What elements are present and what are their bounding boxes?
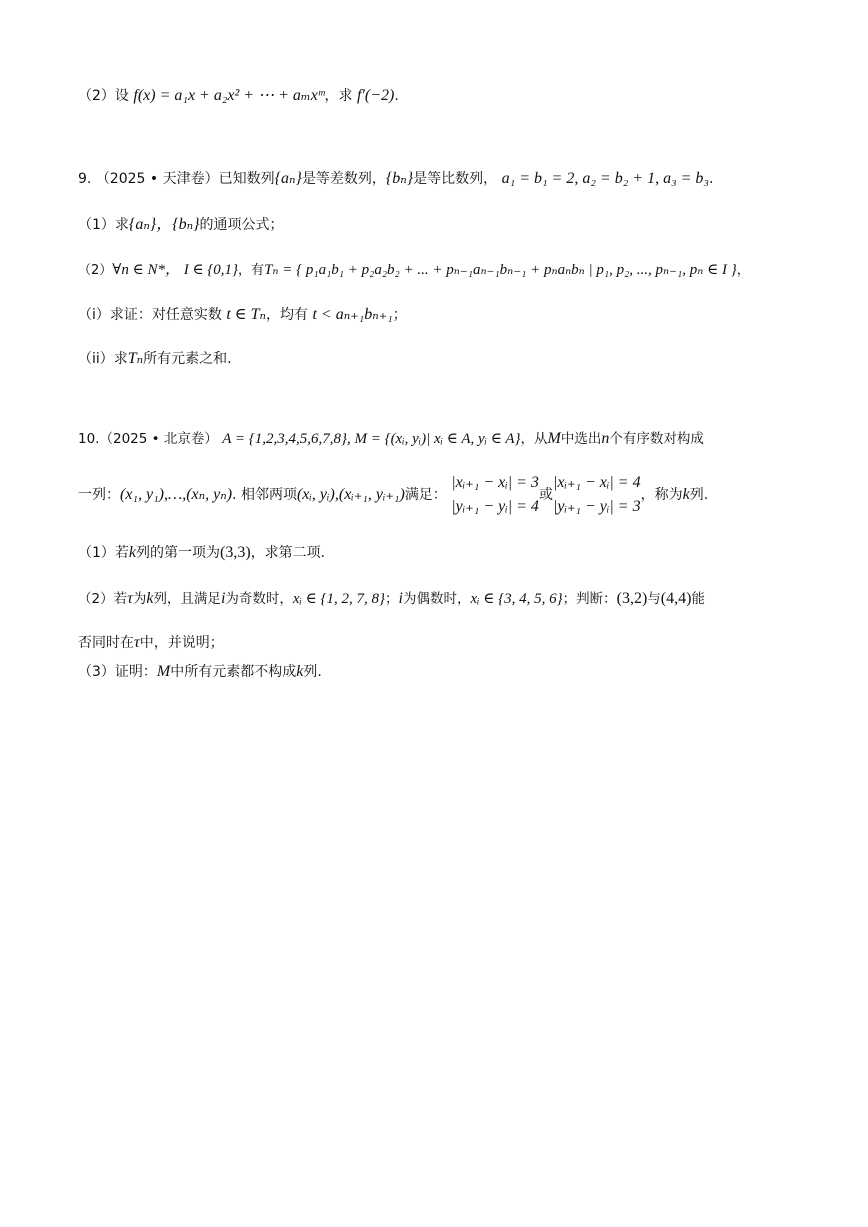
q10-cond1-top: |xᵢ₊₁ − xᵢ| = 3: [451, 474, 539, 491]
q10-part2-j: 能: [691, 591, 705, 607]
q10-cond2-top: |xᵢ₊₁ − xᵢ| = 4: [552, 474, 641, 491]
q10-part2-a: （2）若: [78, 591, 128, 607]
q9-part2-set: Tₙ = { p₁a₁b₁ + p₂a₂b₂ + ... + pₙ₋₁aₙ₋₁bₙ₋₁ + pₙaₙbₙ | p₁, p₂, ..., pₙ₋₁, pₙ ∈ I }: [264, 262, 737, 278]
q10-part1-b: 列的第一项为: [136, 545, 221, 561]
q10-or: 或: [538, 487, 553, 503]
q10-adj: (xᵢ, yᵢ),(xᵢ₊₁, yᵢ₊₁): [296, 486, 405, 503]
q9-part2i-cond: t ∈ Tₙ: [226, 306, 267, 323]
q10-cond2-bottom: |yᵢ₊₁ − yᵢ| = 3: [552, 498, 641, 515]
q9-stem-c: 是等比数列，: [413, 171, 498, 187]
q9-part2ii-label: （ii）求: [78, 351, 128, 367]
q8-part2-function: f(x) = a₁x + a₂x² + ⋯ + aₘxᵐ: [133, 87, 325, 104]
q10-M: M: [547, 430, 561, 447]
q9-part1-seqs: {aₙ}，{bₙ}: [128, 216, 200, 233]
q10-part2-f: 为偶数时，: [402, 591, 471, 607]
q10-part2-i1: i: [220, 590, 226, 607]
q10-seq: (x₁, y₁),…,(xₙ, yₙ): [120, 486, 233, 503]
q9-part2-label: （2）: [78, 263, 113, 278]
q10-part2-line2: [78, 633, 224, 653]
q10-line2: [78, 470, 708, 520]
q10-part2: [78, 589, 705, 609]
q10-part3-a: （3）证明：: [78, 664, 157, 680]
q8-part2-ask: ，求: [324, 88, 353, 104]
q10-part2-c: 列，且满足: [153, 591, 221, 607]
q10-part2-line2-b: 中，并说明；: [139, 635, 224, 651]
q10-sets: A = {1,2,3,4,5,6,7,8}, M = {(xᵢ, yᵢ)| xᵢ ∈ A, yᵢ ∈ A}: [222, 431, 521, 447]
q10-k: k: [682, 486, 690, 503]
q9-seq-a: {aₙ}: [274, 170, 302, 187]
q10-part2-b: 为: [132, 591, 147, 607]
q9-part2i-end: ；: [392, 307, 407, 323]
q10-part2-g: ；判断：: [562, 591, 617, 607]
q10-part2-set2: xᵢ ∈ {3, 4, 5, 6}: [470, 591, 563, 607]
q9-part2i: [78, 305, 407, 325]
q9-part2i-mid: ，均有: [266, 307, 309, 323]
q9-stem-a: 已知数列: [218, 171, 275, 187]
q9-part2: [78, 260, 750, 281]
q9-part1-text: 的通项公式；: [199, 217, 284, 233]
q10-part3-M: M: [156, 663, 171, 680]
q10-part2-line2-a: 否同时在: [78, 635, 134, 651]
q10-line2-a: 一列：: [78, 487, 120, 503]
q10-line2-b: . 相邻两项: [232, 487, 297, 503]
q10-stem-c: 个有序数对构成: [609, 431, 704, 447]
q10-part2-tau2: τ: [134, 634, 140, 651]
q8-part2-end: .: [394, 88, 399, 104]
q10-part2-i2: i: [398, 590, 403, 607]
q10-line2-e: 列.: [689, 487, 709, 503]
q9-seq-b: {bₙ}: [385, 170, 414, 187]
q10-part1-k: k: [128, 544, 137, 561]
q10-part1-value: (3,3): [220, 544, 251, 561]
q10-part3-k: k: [296, 663, 304, 680]
q10-part3-c: 列.: [303, 664, 322, 680]
q10-stem-b: 中选出: [560, 431, 602, 447]
q9-part2ii-text: 所有元素之和.: [143, 351, 232, 367]
q9-stem-end: .: [708, 171, 714, 187]
q10-condition-1: [451, 471, 539, 519]
q9-part2-cond: ∀n ∈ N*， I ∈ {0,1}: [112, 262, 239, 278]
q10-part2-set1: xᵢ ∈ {1, 2, 7, 8}: [292, 591, 386, 607]
q10-line2-c: 满足：: [404, 487, 447, 503]
q9-part2i-ineq: t < aₙ₊₁bₙ₊₁: [312, 306, 393, 323]
q10-part1-a: （1）若: [78, 545, 129, 561]
q9-part1: [78, 215, 284, 235]
q10-part2-e: ；: [385, 591, 399, 607]
q8-part2-label: （2）设: [78, 88, 129, 104]
q10-number: 10.: [78, 431, 100, 447]
q9-part2ii: [78, 349, 232, 369]
q9-source: （2025 • 天津卷）: [95, 171, 219, 187]
q9-part2ii-sym: Tₙ: [127, 350, 144, 367]
q10-part3-b: 中所有元素都不构成: [170, 664, 297, 680]
q10-part1-c: ，求第二项.: [250, 545, 326, 561]
q9-part2-has: ，有: [238, 263, 265, 278]
q10-source: （2025 • 北京卷）: [99, 431, 218, 447]
q10-part2-point1: (3,2): [616, 590, 648, 607]
q10-part2-tau: τ: [127, 590, 133, 607]
q10-part1: [78, 543, 325, 563]
q8-part2-line: [78, 86, 399, 106]
q9-part2-end: ，: [736, 263, 750, 278]
q10-n: n: [601, 430, 610, 447]
q9-stem-b: 是等差数列，: [301, 171, 386, 187]
q10-part2-point2: (4,4): [660, 590, 692, 607]
q8-part2-target: f′(−2): [356, 87, 395, 104]
q10-part2-d: 为奇数时，: [225, 591, 293, 607]
q9-condition: a₁ = b₁ = 2, a₂ = b₂ + 1, a₃ = b₃: [501, 170, 709, 187]
q10-stem-a: ，从: [520, 431, 548, 447]
q10-condition-2: [553, 471, 641, 519]
q9-stem: [78, 169, 713, 189]
q9-part2i-label: （i）求证：对任意实数: [78, 307, 222, 323]
q10-part2-k: k: [146, 590, 154, 607]
q10-cond1-bottom: |yᵢ₊₁ − yᵢ| = 4: [451, 498, 539, 515]
q10-line2-d: ，称为: [640, 487, 683, 503]
q9-part1-label: （1）求: [78, 217, 129, 233]
q9-number: 9.: [78, 171, 92, 187]
q10-part2-h: 与: [647, 591, 661, 607]
q10-stem: [78, 429, 704, 449]
q10-part3: [78, 662, 322, 682]
